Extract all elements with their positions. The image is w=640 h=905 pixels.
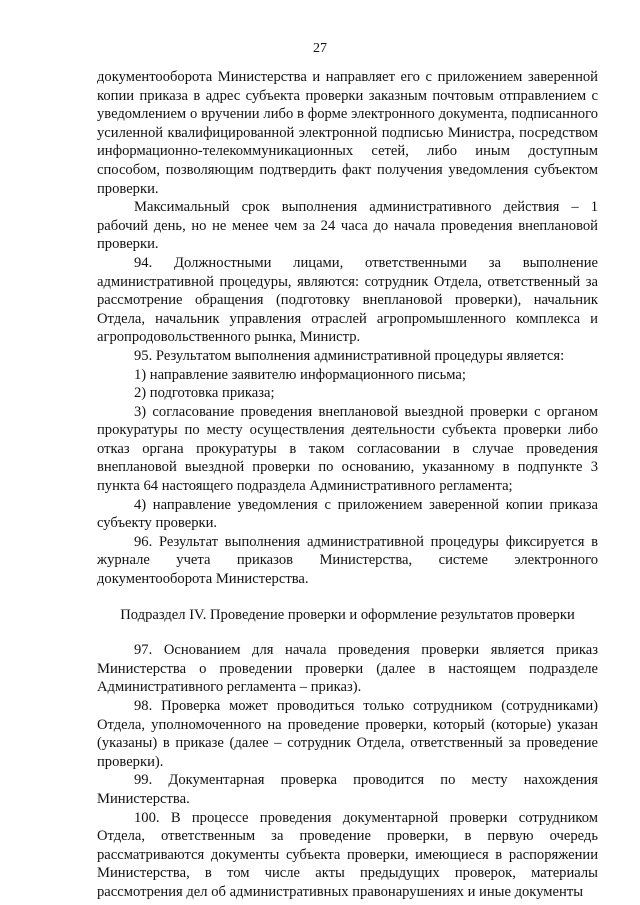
paragraph: 100. В процессе проведения документарной проверки сотрудником Отдела, ответственным за проведение проверки, в первую очередь рассматриваются документы субъекта проверки, имеющиеся в распоряжении Министерства, в том числе акты предыдущих проверок, материалы рассмотрения дел об административных правонарушениях и иные документы [97, 809, 598, 900]
paragraph: 98. Проверка может проводиться только сотрудником (сотрудниками) Отдела, уполномоченного на проведение проверки, который (которые) указан (указаны) в приказе (далее – сотрудник Отдела, ответственный за проведение проверки). [97, 698, 598, 770]
paragraph: 95. Результатом выполнения административной процедуры является: [134, 347, 565, 364]
paragraph: 1) направление заявителю информационного письма; [134, 366, 466, 383]
section-heading: Подраздел IV. Проведение проверки и оформление результатов проверки [120, 606, 575, 623]
paragraphs-after-heading [97, 641, 598, 901]
document-body [97, 68, 598, 902]
paragraphs-before-heading [97, 68, 598, 589]
paragraph: 4) направление уведомления с приложением заверенной копии приказа субъекту проверки. [97, 496, 598, 532]
paragraph: 3) согласование проведения внеплановой выездной проверки с органом прокуратуры по месту осуществления деятельности субъекта проверки либо отказ органа прокуратуры в таком согласовании в случае проведения внеплановой выездной проверки по основанию, указанному в подпункте 3 пункта 64 настоящего подраздела Административного регламента; [97, 403, 598, 495]
paragraph: документооборота Министерства и направляет его с приложением заверенной копии приказа в адрес субъекта проверки заказным почтовым отправлением с уведомлением о вручении либо в форме электронного документа, подписанного усиленной квалифицированной электронной подписью Министра, посредством информационно-телекоммуникационных сетей, либо иным доступным способом, позволяющим подтвердить факт получения уведомления субъектом проверки. [97, 69, 598, 197]
paragraph: 99. Документарная проверка проводится по месту нахождения Министерства. [97, 772, 598, 807]
paragraph: 97. Основанием для начала проведения проверки является приказ Министерства о проведении проверки (далее в настоящем подразделе Административного регламента – приказ). [97, 642, 598, 696]
paragraph: 2) подготовка приказа; [134, 385, 275, 402]
paragraph: Максимальный срок выполнения административного действия – 1 рабочий день, но не менее чем за 24 часа до начала проведения внеплановой проверки. [97, 199, 598, 253]
paragraph: 94. Должностными лицами, ответственными за выполнение административной процедуры, являются: сотрудник Отдела, ответственный за рассмотрение обращения (подготовку внеплановой проверки), начальник Отдела, начальник управления отраслей агропромышленного комплекса и агропродовольственного рынка, Министр. [97, 254, 598, 346]
paragraph: 96. Результат выполнения административной процедуры фиксируется в журнале учета приказов Министерства, системе электронного документооборота Министерства. [97, 533, 598, 588]
page-number: 27 [313, 41, 327, 56]
